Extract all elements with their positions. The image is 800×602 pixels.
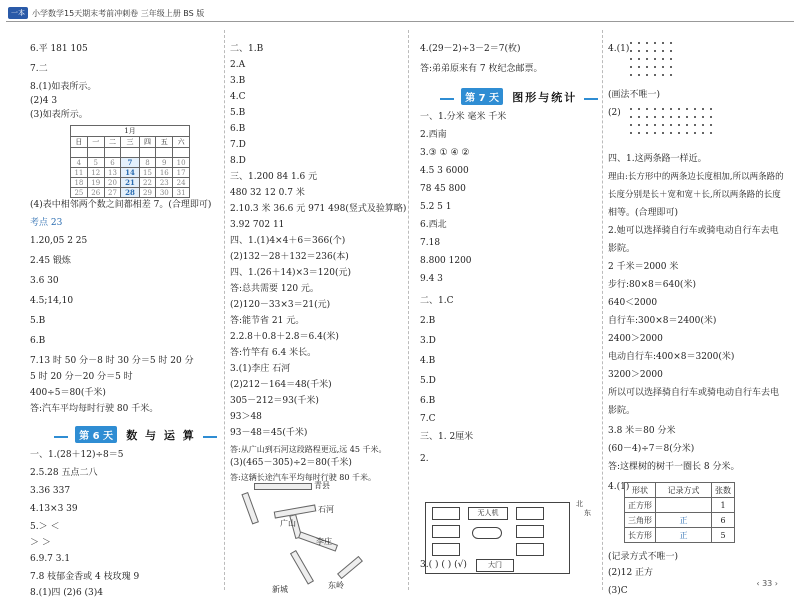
grid-dot	[686, 132, 688, 134]
answer-line: (3)如表所示。	[30, 110, 88, 120]
answer-line: 所以可以选择骑自行车或骑电动自行车去电	[608, 388, 780, 398]
day-tab: 第 6 天	[75, 426, 117, 443]
table-cell: 5	[712, 528, 735, 543]
plan-room	[516, 525, 544, 538]
answer-line: 6.平 181 105	[30, 44, 88, 54]
calendar-cell: 24	[173, 178, 190, 188]
answer-line: 78 45 800	[420, 184, 466, 194]
answer-line: 6.B	[30, 336, 46, 346]
grid-dot	[670, 132, 672, 134]
answer-line: (4)表中相邻两个数之间都相差 7。(合理即可)	[30, 200, 212, 210]
answer-line: 4.5;14,10	[30, 296, 74, 306]
answer-line: 7.18	[420, 238, 441, 248]
table-cell: 三角形	[625, 513, 656, 528]
road-segment	[254, 483, 312, 490]
answer-line: 5.B	[230, 108, 246, 118]
page-number: ‹ 33 ›	[756, 579, 778, 588]
grid-dot	[654, 108, 656, 110]
table-cell: 长方形	[625, 528, 656, 543]
table-cell: 6	[712, 513, 735, 528]
calendar-cell: 10	[173, 158, 190, 168]
answer-line: 4.5 3 6000	[420, 166, 469, 176]
grid-dot	[654, 116, 656, 118]
answer-line: 2.A	[230, 60, 246, 70]
table-row	[625, 528, 735, 543]
answer-line: ＞ ＞	[30, 538, 51, 548]
calendar-cell: 28	[121, 188, 139, 198]
grid-dot	[646, 66, 648, 68]
answer-line: 8.(1)四 (2)6 (3)4	[30, 588, 104, 598]
grid-dot	[654, 58, 656, 60]
answer-line: (记录方式不唯一)	[608, 552, 679, 562]
calendar-cell: 9	[156, 158, 173, 168]
answer-line: 5.2 5 1	[420, 202, 452, 212]
calendar-cell: 18	[71, 178, 88, 188]
grid-dot	[662, 66, 664, 68]
day-tab: 第 7 天	[461, 88, 503, 105]
place-label: 东岭	[328, 581, 344, 590]
answer-line: 答:总共需要 120 元。	[230, 284, 319, 294]
record-table	[624, 482, 735, 543]
answer-line: (2)	[608, 108, 621, 118]
grid-dot	[646, 108, 648, 110]
grid-dot	[694, 132, 696, 134]
answer-line: 4.(1)	[608, 44, 630, 54]
weekday: 五	[156, 137, 173, 148]
grid-dot	[694, 108, 696, 110]
heading-decoration	[54, 436, 68, 438]
answer-line: 3.( ) ( ) (√)	[420, 560, 467, 570]
answer-line: 3.8 米＝80 分米	[608, 426, 676, 436]
answer-line: 二、1.B	[230, 44, 264, 54]
answer-line: 8.800 1200	[420, 256, 472, 266]
grid-dot	[638, 74, 640, 76]
answer-line: (2)120－33×3＝21(元)	[230, 300, 331, 310]
calendar-cell: 11	[71, 168, 88, 178]
calendar-cell: 25	[71, 188, 88, 198]
day-7-heading	[436, 88, 602, 104]
grid-dot	[646, 42, 648, 44]
grid-dot	[670, 108, 672, 110]
grid-dot	[654, 132, 656, 134]
compass	[576, 500, 591, 518]
day-name: 图形与统计	[512, 91, 578, 104]
answer-line: 2400＞2000	[608, 334, 663, 344]
calendar-cell: 30	[156, 188, 173, 198]
table-cell: 正方形	[625, 498, 656, 513]
grid-dot	[702, 116, 704, 118]
grid-dot	[630, 74, 632, 76]
answer-line: 四、1.这两条路一样近。	[608, 154, 707, 164]
table-header: 记录方式	[656, 483, 712, 498]
calendar-cell: 27	[104, 188, 121, 198]
grid-dot	[710, 132, 712, 134]
grid-dot	[654, 50, 656, 52]
grid-dot	[702, 132, 704, 134]
road-segment	[337, 556, 363, 579]
gate-room: 大门	[476, 559, 514, 572]
answer-line: 6.9.7 3.1	[30, 554, 71, 564]
weekday: 六	[173, 137, 190, 148]
answer-line: 9.4 3	[420, 274, 443, 284]
day-name: 数 与 运 算	[126, 429, 196, 442]
section-label: 考点 23	[30, 218, 63, 228]
plan-room	[432, 543, 460, 556]
answer-line: 相等。(合理即可)	[608, 208, 679, 218]
answer-line: 2.10.3 米 36.6 元 971 498(竖式及验算略)	[230, 204, 407, 214]
grid-dot	[670, 124, 672, 126]
plan-room	[472, 527, 502, 539]
grid-dot	[638, 108, 640, 110]
calendar-cell: 23	[156, 178, 173, 188]
grid-dot	[678, 124, 680, 126]
dot-grid-2	[630, 108, 720, 138]
calendar-cell: 7	[121, 158, 139, 168]
answer-line: (60－4)÷7＝8(分米)	[608, 444, 695, 454]
answer-line: 93－48＝45(千米)	[230, 428, 308, 438]
grid-dot	[678, 116, 680, 118]
grid-dot	[646, 132, 648, 134]
answer-line: 电动自行车:400×8＝3200(米)	[608, 352, 735, 362]
plan-room	[516, 543, 544, 556]
grid-dot	[710, 108, 712, 110]
grid-dot	[694, 124, 696, 126]
compass-east: 东	[584, 509, 591, 517]
answer-line: (2)4 3	[30, 96, 58, 106]
grid-dot	[662, 116, 664, 118]
answer-line: 4.(1)	[608, 482, 630, 492]
grid-dot	[646, 74, 648, 76]
answer-line: 2.5.28 五点二八	[30, 468, 98, 478]
answer-line: 3200＞2000	[608, 370, 663, 380]
grid-dot	[662, 58, 664, 60]
header-title: 小学数学15天期末考前冲刺卷 三年级上册 BS 版	[32, 9, 205, 18]
answer-line: 2.	[420, 454, 429, 464]
answer-line: (2)12 正方	[608, 568, 654, 578]
answer-line: 305－212＝93(千米)	[230, 396, 319, 406]
grid-dot	[638, 116, 640, 118]
calendar-cell	[87, 148, 104, 158]
calendar-table	[70, 125, 190, 198]
answer-line: (2)212－164＝48(千米)	[230, 380, 332, 390]
grid-dot	[630, 50, 632, 52]
grid-dot	[646, 116, 648, 118]
weekday: 四	[139, 137, 156, 148]
answer-line: 6.B	[420, 396, 436, 406]
calendar-cell	[104, 148, 121, 158]
answer-line: 93＞48	[230, 412, 262, 422]
plan-room	[516, 507, 544, 520]
calendar-cell: 8	[139, 158, 156, 168]
place-label: 李庄	[316, 537, 332, 546]
answer-line: (3)(465－305)÷2＝80(千米)	[230, 458, 352, 468]
place-label: 石河	[318, 505, 334, 514]
grid-dot	[670, 116, 672, 118]
column-4	[608, 30, 788, 596]
grid-dot	[694, 116, 696, 118]
grid-dot	[670, 42, 672, 44]
answer-line: 2.2.8＋0.8＋2.8＝6.4(米)	[230, 332, 339, 342]
calendar-cell: 12	[87, 168, 104, 178]
table-cell: 正	[656, 528, 712, 543]
answer-line: 400÷5＝80(千米)	[30, 388, 106, 398]
calendar-cell: 4	[71, 158, 88, 168]
answer-line: 理由:长方形中的两条边长度相加,所以两条路的	[608, 172, 784, 182]
answer-line: (3)C	[608, 586, 628, 596]
answer-line: 1.20,05 2 25	[30, 236, 88, 246]
grid-dot	[630, 58, 632, 60]
grid-dot	[710, 116, 712, 118]
grid-dot	[678, 132, 680, 134]
answer-line: 4.13×3 39	[30, 504, 78, 514]
calendar-cell: 14	[121, 168, 139, 178]
answer-line: 3.6 30	[30, 276, 59, 286]
answer-line: 2.她可以选择骑自行车或骑电动自行车去电	[608, 226, 779, 236]
calendar-cell: 6	[104, 158, 121, 168]
answer-line: 3.③ ① ④ ②	[420, 148, 470, 158]
answer-line: 7.二	[30, 64, 48, 74]
grid-dot	[702, 124, 704, 126]
grid-dot	[654, 66, 656, 68]
table-cell: 1	[712, 498, 735, 513]
calendar-cell: 16	[156, 168, 173, 178]
heading-decoration	[203, 436, 217, 438]
grid-dot	[686, 108, 688, 110]
grid-dot	[686, 116, 688, 118]
answer-line: 3.36 337	[30, 486, 71, 496]
calendar-cell: 22	[139, 178, 156, 188]
page-header	[6, 6, 794, 22]
answer-line: 3.B	[230, 76, 246, 86]
answer-line: 4.(29－2)÷3－2＝7(枚)	[420, 44, 521, 54]
answer-line: 自行车:300×8＝2400(米)	[608, 316, 717, 326]
answer-line: (2)132－28＋132＝236(本)	[230, 252, 349, 262]
grid-dot	[670, 50, 672, 52]
grid-dot	[638, 66, 640, 68]
grid-dot	[646, 58, 648, 60]
grid-dot	[638, 132, 640, 134]
plan-room	[432, 507, 460, 520]
grid-dot	[630, 42, 632, 44]
dot-grid-1	[630, 42, 700, 82]
grid-dot	[630, 124, 632, 126]
calendar-cell	[121, 148, 139, 158]
answer-line: 3.(1)李庄 石河	[230, 364, 291, 374]
answer-line: 四、1.(1)4×4＋6＝366(个)	[230, 236, 346, 246]
grid-dot	[686, 124, 688, 126]
calendar-cell	[173, 148, 190, 158]
answer-line: 答:弟弟原来有 7 枚纪念邮票。	[420, 64, 543, 74]
grid-dot	[630, 116, 632, 118]
answer-line: 答:汽车平均每时行驶 80 千米。	[30, 404, 159, 414]
grid-dot	[710, 124, 712, 126]
answer-line: 6.西北	[420, 220, 447, 230]
table-row	[625, 513, 735, 528]
answer-line: 5.＞ ＜	[30, 522, 60, 532]
grid-dot	[654, 74, 656, 76]
answer-line: 2.45 锻炼	[30, 256, 71, 266]
answer-line: 2.B	[420, 316, 436, 326]
table-cell	[656, 498, 712, 513]
answer-line: 480 32 12 0.7 米	[230, 188, 305, 198]
plan-room: 无人机	[468, 507, 508, 520]
grid-dot	[662, 74, 664, 76]
calendar-cell	[71, 148, 88, 158]
route-map	[236, 480, 366, 602]
answer-line: 答:能节省 21 元。	[230, 316, 305, 326]
table-cell: 正	[656, 513, 712, 528]
table-row	[625, 498, 735, 513]
answer-line: 三、1. 2厘米	[420, 432, 474, 442]
plan-room	[432, 525, 460, 538]
table-header: 形状	[625, 483, 656, 498]
answer-line: 长度分别是长＋宽和宽＋长,所以两条路的长度	[608, 190, 781, 200]
answer-line: 3.D	[420, 336, 436, 346]
answer-line: 3.92 702 11	[230, 220, 285, 230]
answer-line: 4.C	[230, 92, 246, 102]
column-divider	[224, 30, 225, 590]
calendar-cell: 29	[139, 188, 156, 198]
answer-line: 一、1.分米 毫米 千米	[420, 112, 507, 122]
answer-line: 8.D	[230, 156, 246, 166]
grid-dot	[670, 66, 672, 68]
answer-line: 4.B	[420, 356, 436, 366]
grid-dot	[630, 66, 632, 68]
answer-line: 三、1.200 84 1.6 元	[230, 172, 318, 182]
weekday: 一	[87, 137, 104, 148]
calendar-cell: 31	[173, 188, 190, 198]
grid-dot	[646, 124, 648, 126]
compass-north: 北	[576, 500, 583, 508]
grid-dot	[670, 74, 672, 76]
answer-line: 5.B	[30, 316, 46, 326]
calendar-cell: 17	[173, 168, 190, 178]
header-rule	[6, 21, 794, 22]
road-segment	[241, 492, 259, 524]
place-label: 新城	[272, 585, 288, 594]
calendar-cell: 13	[104, 168, 121, 178]
answer-line: 2 千米＝2000 米	[608, 262, 679, 272]
grid-dot	[638, 124, 640, 126]
grid-dot	[662, 50, 664, 52]
answer-line: 5 时 20 分－20 分＝5 时	[30, 372, 133, 382]
answer-line: 一、1.(28＋12)÷8＝5	[30, 450, 124, 460]
column-1	[30, 30, 222, 598]
page-number-value: 33	[762, 579, 773, 588]
grid-dot	[662, 132, 664, 134]
calendar-cell: 15	[139, 168, 156, 178]
grid-dot	[646, 50, 648, 52]
grid-dot	[654, 42, 656, 44]
grid-dot	[630, 132, 632, 134]
answer-line: 答:这棵树的树干一圈长 8 分米。	[608, 462, 740, 472]
grid-dot	[638, 42, 640, 44]
column-divider	[602, 30, 603, 590]
grid-dot	[638, 50, 640, 52]
calendar-cell	[156, 148, 173, 158]
answer-line: 步行:80×8＝640(米)	[608, 280, 696, 290]
place-label: 广山	[280, 519, 296, 528]
day-6-heading	[50, 426, 221, 442]
weekday: 二	[104, 137, 121, 148]
grid-dot	[638, 58, 640, 60]
calendar-cell: 21	[121, 178, 139, 188]
answer-line: 二、1.C	[420, 296, 454, 306]
answer-line: 四、1.(26＋14)×3＝120(元)	[230, 268, 351, 278]
logo: 一本	[8, 7, 28, 19]
calendar-cell: 20	[104, 178, 121, 188]
answer-line: 6.B	[230, 124, 246, 134]
calendar-cell: 19	[87, 178, 104, 188]
column-3	[420, 30, 600, 590]
answer-line: 影院。	[608, 244, 636, 254]
answer-line: 7.13 时 50 分－8 时 30 分＝5 时 20 分	[30, 356, 194, 366]
calendar-cell: 5	[87, 158, 104, 168]
answer-line: 影院。	[608, 406, 636, 416]
grid-dot	[670, 58, 672, 60]
calendar-cell	[139, 148, 156, 158]
answer-line: 5.D	[420, 376, 436, 386]
column-divider	[408, 30, 409, 590]
answer-line: 2.西南	[420, 130, 447, 140]
answer-line: 7.C	[420, 414, 436, 424]
column-2	[230, 30, 407, 594]
grid-dot	[702, 108, 704, 110]
answer-line: 答:竹竿有 6.4 米长。	[230, 348, 317, 358]
grid-dot	[662, 124, 664, 126]
weekday: 日	[71, 137, 88, 148]
heading-decoration	[584, 98, 598, 100]
road-segment	[290, 550, 314, 585]
answer-line: 7.D	[230, 140, 246, 150]
grid-dot	[662, 42, 664, 44]
answer-line: 640＜2000	[608, 298, 658, 308]
answer-line: 答:这辆长途汽车平均每时行驶 80 千米。	[230, 473, 376, 482]
grid-dot	[662, 108, 664, 110]
answer-line: 8.(1)如表所示。	[30, 82, 97, 92]
place-label: 青县	[314, 481, 330, 490]
table-header: 张数	[712, 483, 735, 498]
grid-dot	[654, 124, 656, 126]
weekday: 三	[121, 137, 139, 148]
answer-line: 7.8 枝郁金香或 4 枝玫瑰 9	[30, 572, 140, 582]
heading-decoration	[440, 98, 454, 100]
answer-line: 答:从广山到石河这段路程更远,远 45 千米。	[230, 445, 387, 454]
answer-line: (画法不唯一)	[608, 90, 661, 100]
calendar-cell: 26	[87, 188, 104, 198]
grid-dot	[630, 108, 632, 110]
calendar-month: 1月	[71, 126, 190, 137]
grid-dot	[678, 108, 680, 110]
